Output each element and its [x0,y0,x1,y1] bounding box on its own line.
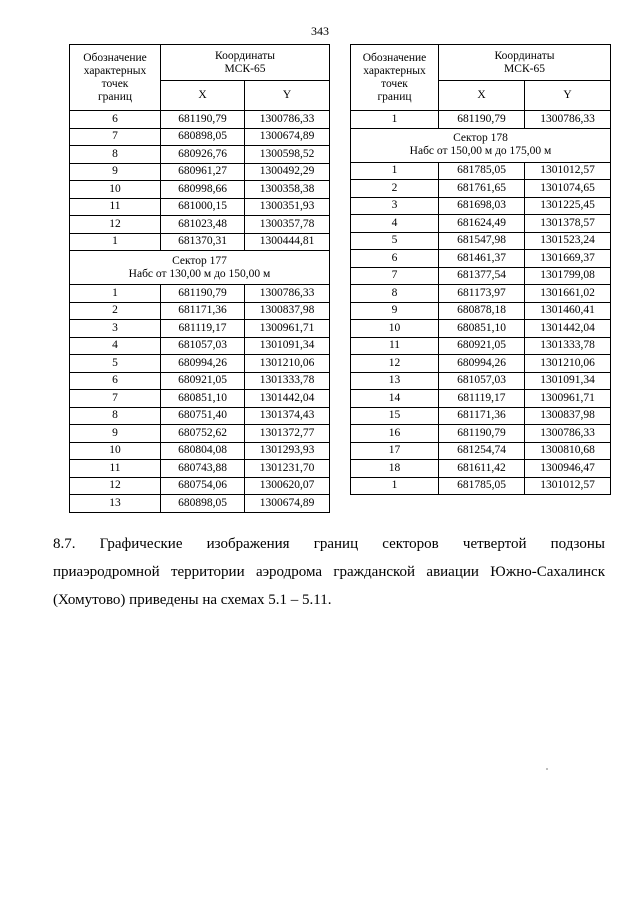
x-coordinate-cell: 680994,26 [439,355,525,373]
x-coordinate-cell: 681190,79 [161,111,245,129]
header-y: Y [245,81,330,111]
table-row [351,372,611,390]
table-row [70,128,330,146]
point-number-cell: 1 [351,111,439,129]
sector-178-heading: Сектор 178 Набс от 150,00 м до 175,00 м [351,128,611,162]
table-row [351,320,611,338]
point-number-cell: 11 [70,198,161,216]
point-number-cell: 4 [351,215,439,233]
x-coordinate-cell: 680921,05 [161,372,245,390]
x-coordinate-cell: 681461,37 [439,250,525,268]
header-y: Y [525,81,611,111]
y-coordinate-cell: 1301333,78 [525,337,611,355]
point-number-cell: 12 [70,477,161,495]
point-number-cell: 18 [351,460,439,478]
table-row [351,215,611,233]
x-coordinate-cell: 680994,26 [161,355,245,373]
table-row [70,495,330,513]
y-coordinate-cell: 1300786,33 [525,425,611,443]
x-coordinate-cell: 681624,49 [439,215,525,233]
table-row [351,425,611,443]
y-coordinate-cell: 1300674,89 [245,495,330,513]
y-coordinate-cell: 1301333,78 [245,372,330,390]
x-coordinate-cell: 680898,05 [161,128,245,146]
table-row [70,337,330,355]
point-number-cell: 6 [70,111,161,129]
x-coordinate-cell: 680752,62 [161,425,245,443]
x-coordinate-cell: 680898,05 [161,495,245,513]
y-coordinate-cell: 1300946,47 [525,460,611,478]
point-number-cell: 10 [351,320,439,338]
table-row [70,442,330,460]
header-coordinates: Координаты МСК-65 [161,45,330,81]
y-coordinate-cell: 1301442,04 [245,390,330,408]
point-number-cell: 7 [351,267,439,285]
table-row [351,390,611,408]
x-coordinate-cell: 681611,42 [439,460,525,478]
x-coordinate-cell: 681057,03 [161,337,245,355]
x-coordinate-cell: 681190,79 [439,425,525,443]
x-coordinate-cell: 680961,27 [161,163,245,181]
x-coordinate-cell: 681023,48 [161,216,245,234]
y-coordinate-cell: 1300351,93 [245,198,330,216]
y-coordinate-cell: 1300620,07 [245,477,330,495]
y-coordinate-cell: 1301374,43 [245,407,330,425]
point-number-cell: 9 [70,163,161,181]
table-row [70,477,330,495]
y-coordinate-cell: 1301293,93 [245,442,330,460]
paragraph-line: 8.7. Графические изображения границ секторов четвертой подзоны [53,536,605,552]
header-coordinates: Координаты МСК-65 [439,45,611,81]
y-coordinate-cell: 1300837,98 [525,407,611,425]
point-number-cell: 9 [351,302,439,320]
page-number: 343 [311,24,329,38]
point-number-cell: 5 [70,355,161,373]
header-point-designation: Обозначение характерных точек границ [351,45,439,111]
coordinates-table-right [350,44,611,495]
table-row [351,302,611,320]
table-row [70,216,330,234]
y-coordinate-cell: 1301231,70 [245,460,330,478]
y-coordinate-cell: 1300961,71 [245,320,330,338]
y-coordinate-cell: 1301091,34 [525,372,611,390]
point-number-cell: 17 [351,442,439,460]
x-coordinate-cell: 681190,79 [161,285,245,303]
y-coordinate-cell: 1301669,37 [525,250,611,268]
y-coordinate-cell: 1300674,89 [245,128,330,146]
point-number-cell: 2 [70,302,161,320]
table-row [70,407,330,425]
coordinates-table-left [69,44,330,513]
table-row [70,111,330,129]
table-row [70,163,330,181]
y-coordinate-cell: 1300357,78 [245,216,330,234]
y-coordinate-cell: 1301378,57 [525,215,611,233]
x-coordinate-cell: 681173,97 [439,285,525,303]
table-row [351,162,611,180]
table-row [351,337,611,355]
y-coordinate-cell: 1301074,65 [525,180,611,198]
y-coordinate-cell: 1300810,68 [525,442,611,460]
x-coordinate-cell: 681119,17 [439,390,525,408]
table-row [351,407,611,425]
y-coordinate-cell: 1301523,24 [525,232,611,250]
table-row [70,425,330,443]
point-number-cell: 13 [351,372,439,390]
x-coordinate-cell: 680926,76 [161,146,245,164]
table-row [70,355,330,373]
y-coordinate-cell: 1300358,38 [245,181,330,199]
x-coordinate-cell: 681254,74 [439,442,525,460]
point-number-cell: 6 [351,250,439,268]
table-row [351,180,611,198]
table-row [351,477,611,495]
y-coordinate-cell: 1300444,81 [245,233,330,251]
table-row [70,390,330,408]
x-coordinate-cell: 680743,88 [161,460,245,478]
point-number-cell: 2 [351,180,439,198]
point-number-cell: 1 [351,477,439,495]
x-coordinate-cell: 681547,98 [439,232,525,250]
y-coordinate-cell: 1300598,52 [245,146,330,164]
x-coordinate-cell: 681370,31 [161,233,245,251]
table-row [351,267,611,285]
x-coordinate-cell: 680804,08 [161,442,245,460]
x-coordinate-cell: 681761,65 [439,180,525,198]
point-number-cell: 7 [70,128,161,146]
point-number-cell: 1 [70,233,161,251]
point-number-cell: 10 [70,442,161,460]
point-number-cell: 10 [70,181,161,199]
x-coordinate-cell: 681377,54 [439,267,525,285]
y-coordinate-cell: 1301442,04 [525,320,611,338]
x-coordinate-cell: 681000,15 [161,198,245,216]
point-number-cell: 9 [70,425,161,443]
point-number-cell: 13 [70,495,161,513]
table-row [70,320,330,338]
paragraph-line: приаэродромной территории аэродрома гражданской авиации Южно-Сахалинск [53,564,605,580]
x-coordinate-cell: 680851,10 [161,390,245,408]
point-number-cell: 16 [351,425,439,443]
table-row [351,250,611,268]
table-row [351,111,611,129]
section-8-7-paragraph [53,530,605,614]
y-coordinate-cell: 1300786,33 [525,111,611,129]
table-row [70,146,330,164]
point-number-cell: 14 [351,390,439,408]
y-coordinate-cell: 1301210,06 [525,355,611,373]
y-coordinate-cell: 1300786,33 [245,285,330,303]
y-coordinate-cell: 1300786,33 [245,111,330,129]
x-coordinate-cell: 681785,05 [439,477,525,495]
table-row [70,372,330,390]
point-number-cell: 4 [70,337,161,355]
table-row [351,355,611,373]
y-coordinate-cell: 1300492,29 [245,163,330,181]
point-number-cell: 15 [351,407,439,425]
x-coordinate-cell: 681119,17 [161,320,245,338]
point-number-cell: 1 [70,285,161,303]
point-number-cell: 8 [351,285,439,303]
table-row [70,302,330,320]
point-number-cell: 1 [351,162,439,180]
y-coordinate-cell: 1300837,98 [245,302,330,320]
x-coordinate-cell: 680751,40 [161,407,245,425]
x-coordinate-cell: 681171,36 [439,407,525,425]
x-coordinate-cell: 680754,06 [161,477,245,495]
x-coordinate-cell: 681057,03 [439,372,525,390]
y-coordinate-cell: 1301012,57 [525,162,611,180]
y-coordinate-cell: 1301372,77 [245,425,330,443]
sector-177-heading: Сектор 177 Набс от 130,00 м до 150,00 м [70,251,330,285]
point-number-cell: 3 [351,197,439,215]
x-coordinate-cell: 680851,10 [439,320,525,338]
y-coordinate-cell: 1301799,08 [525,267,611,285]
point-number-cell: 5 [351,232,439,250]
x-coordinate-cell: 680921,05 [439,337,525,355]
header-x: X [161,81,245,111]
point-number-cell: 12 [351,355,439,373]
table-row [70,460,330,478]
x-coordinate-cell: 681171,36 [161,302,245,320]
point-number-cell: 3 [70,320,161,338]
point-number-cell: 12 [70,216,161,234]
table-row [351,197,611,215]
table-row [351,460,611,478]
header-point-designation: Обозначение характерных точек границ [70,45,161,111]
x-coordinate-cell: 681785,05 [439,162,525,180]
scan-speck [546,768,548,770]
point-number-cell: 7 [70,390,161,408]
x-coordinate-cell: 681698,03 [439,197,525,215]
paragraph-line: (Хомутово) приведены на схемах 5.1 – 5.11. [53,592,332,608]
point-number-cell: 8 [70,407,161,425]
table-row [351,442,611,460]
table-row [70,285,330,303]
table-row [351,232,611,250]
point-number-cell: 6 [70,372,161,390]
y-coordinate-cell: 1301210,06 [245,355,330,373]
table-row [70,198,330,216]
point-number-cell: 8 [70,146,161,164]
x-coordinate-cell: 680878,18 [439,302,525,320]
table-row [70,181,330,199]
y-coordinate-cell: 1301460,41 [525,302,611,320]
y-coordinate-cell: 1301091,34 [245,337,330,355]
x-coordinate-cell: 681190,79 [439,111,525,129]
header-x: X [439,81,525,111]
point-number-cell: 11 [70,460,161,478]
point-number-cell: 11 [351,337,439,355]
table-row [70,233,330,251]
table-row [351,285,611,303]
y-coordinate-cell: 1301225,45 [525,197,611,215]
y-coordinate-cell: 1300961,71 [525,390,611,408]
x-coordinate-cell: 680998,66 [161,181,245,199]
y-coordinate-cell: 1301012,57 [525,477,611,495]
y-coordinate-cell: 1301661,02 [525,285,611,303]
